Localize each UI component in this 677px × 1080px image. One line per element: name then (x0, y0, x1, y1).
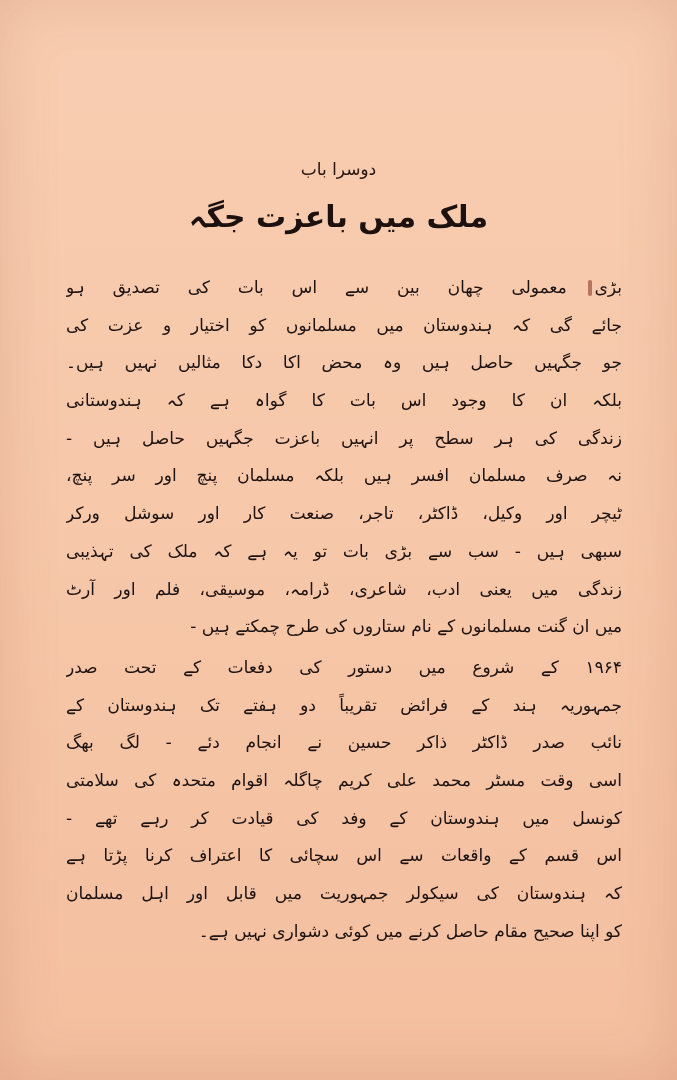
text-line: کونسل میں ہندوستان کے وفد کی قیادت کر رہے تھے - (66, 808, 622, 829)
text-line: بڑی معمولی چھان بین سے اس بات کی تصدیق ہو (66, 278, 622, 298)
text-line: ۱۹۶۴ کے شروع میں دستور کی دفعات کے تحت صدر (66, 658, 622, 678)
paragraph-1 (66, 270, 622, 647)
text-line: کہ ہندوستان کی سیکولر جمہوریت میں قابل اور اہل مسلمان (66, 884, 622, 905)
text-line: بلکہ ان کا وجود اس بات کا گواہ ہے کہ ہندوستانی (66, 391, 622, 412)
text-line: زندگی کی ہر سطح پر انہیں باعزت جگہیں حاصل ہیں - (66, 428, 622, 449)
text-line: اسی وقت مسٹر محمد علی کریم چاگلہ اقوام متحدہ کی سلامتی (66, 771, 622, 792)
paragraph-2 (66, 650, 622, 952)
text-line: نہ صرف مسلمان افسر ہیں بلکہ مسلمان پنچ اور سر پنچ، (66, 466, 622, 487)
text-line: ٹیچر اور وکیل، ڈاکٹر، تاجر، صنعت کار اور سوشل ورکر (66, 504, 622, 525)
text-line: جو جگہیں حاصل ہیں وہ محض اکا دکا مثالیں نہیں ہیں۔ (66, 353, 622, 374)
chapter-label: دوسرا باب (300, 160, 377, 180)
text-line: میں ان گنت مسلمانوں کے نام ستاروں کی طرح چمکتے ہیں - (190, 617, 622, 638)
chapter-title: ملک میں باعزت جگہ (188, 200, 489, 235)
text-line: جائے گی کہ ہندوستان میں مسلمانوں کو اختیار و عزت کی (66, 315, 622, 336)
text-line: اس قسم کے واقعات سے اس سچائی کا اعتراف کرنا پڑتا ہے (66, 846, 622, 867)
text-line: سبھی ہیں - سب سے بڑی بات تو یہ ہے کہ ملک کی تہذیبی (66, 541, 622, 562)
text-line: کو اپنا صحیح مقام حاصل کرنے میں کوئی دشواری نہیں ہے۔ (198, 921, 622, 942)
text-line: زندگی میں یعنی ادب، شاعری، ڈرامہ، موسیقی، فلم اور آرٹ (66, 579, 622, 600)
text-line: نائب صدر ڈاکٹر ذاکر حسین نے انجام دئے - لگ بھگ (66, 733, 622, 754)
text-line: جمہوریہ ہند کے فرائض تقریباً دو ہفتے تک ہندوستان کے (66, 695, 622, 716)
